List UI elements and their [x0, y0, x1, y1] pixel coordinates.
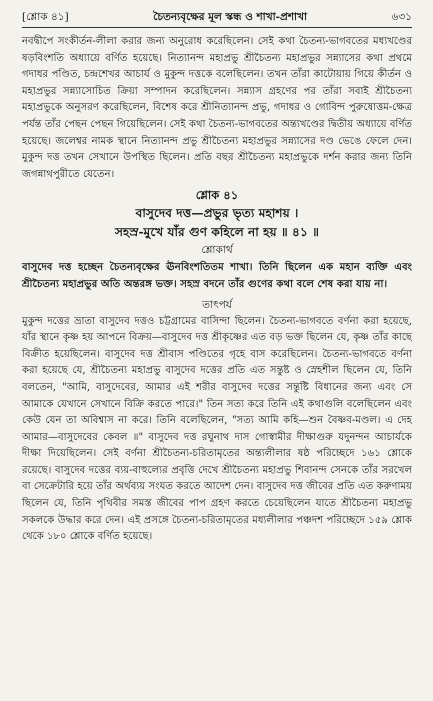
purport-heading: তাৎপর্য [202, 298, 232, 311]
verse-line-2: সহস্র-মুখে যাঁর গুণ কহিলে না হয় ॥ ৪১ ॥ [115, 225, 319, 240]
header-page-number: ৬৩১ [391, 11, 412, 23]
translation-heading: শ্লোকার্থ [201, 244, 233, 257]
running-header [22, 10, 412, 26]
header-rule [22, 27, 412, 28]
header-verse-ref: [শ্লোক ৪১] [22, 11, 69, 23]
purport-text: মুকুন্দ দত্তের ভ্রাতা বাসুদেব দত্তও চট্টগ্রামের বাসিন্দা ছিলেন। চৈতন্য-ভাগবতে বর্ণনা করা হয়েছে, যাঁর স্থানে কৃষ্ণ হয় আপনে বিক্রয়—বাসুদেব দত্ত শ্রীকৃষ্ণের এত বড় ভক্ত ছিলেন যে, কৃষ্ণ তাঁর কাছে বিক্রীত হয়েছিলেন। বাসুদেব দত্ত শ্রীবাস পণ্ডিতের গৃহে বাস করেছিলেন। চৈতন্য-ভাগবতে বর্ণনা করা হয়েছে যে, শ্রীচৈতন্য মহাপ্রভু বাসুদেব দত্তের প্রতি এত সন্তুষ্ট ও স্নেহশীল ছিলেন যে, তিনি বলতেন, "আমি, বাসুদেবের, আমার এই শরীর বাসুদেব দত্তের সন্তুষ্টি বিধানের জন্য এবং সে আমাকে যেখানে সেখানে বিক্রি করতে পারে।" তিন সত্য করে তিনি এই কথাগুলি বলেছিলেন এবং কেউ যেন তা অবিশ্বাস না করে। তিনি বলেছিলেন, "সত্য আমি কহি—শুন বৈষ্ণব-মণ্ডল। এ দেহ আমার—বাসুদেবের কেবল ॥" বাসুদেব দত্ত রঘুনাথ দাস গোস্বামীর দীক্ষাগুরু যদুনন্দন আচার্যকে দীক্ষা দিয়েছিলেন। সেই বর্ণনা শ্রীচৈতন্য-চরিতামৃতের অন্ত্যলীলার ষষ্ঠ পরিচ্ছেদে ১৬১ শ্লোকে রয়েছে। বাসুদেব দত্তের ব্যয়-বাহুল্যের প্রবৃত্তি দেখে শ্রীচৈতন্য মহাপ্রভু শিবানন্দ সেনকে তাঁর সরখেল বা সেক্রেটারি হয়ে তাঁর অর্থব্যয় সংযত করতে আদেশ দেন। বাসুদেব দত্ত জীবের প্রতি এত করুণাময় ছিলেন যে, তিনি পৃথিবীর সমস্ত জীবের পাপ গ্রহণ করতে চেয়েছিলেন যাতে শ্রীচৈতন্য মহাপ্রভু সকলকে উদ্ধার করে দেন। এই প্রসঙ্গে চৈতন্য-চরিতামৃতের মধ্যলীলার পঞ্চদশ পরিচ্ছেদে ১৫৯ শ্লোক থেকে ১৮০ শ্লোকে বর্ণিত হয়েছে। [22, 315, 412, 543]
header-chapter-title: চৈতন্যবৃক্ষের মূল স্কন্ধ ও শাখা-প্রশাখা [153, 11, 308, 23]
translation-text: বাসুদেব দত্ত হচ্ছেন চৈতন্যবৃক্ষের ঊনবিংশতিতম শাখা। তিনি ছিলেন এক মহান ব্যক্তি এবং শ্রীচৈতন্য মহাপ্রভুর অতি অন্তরঙ্গ ভক্ত। সহস্র বদনে তাঁর গুণের কথা বলে শেষ করা যায় না। [22, 261, 412, 290]
verse-number: শ্লোক ৪১ [195, 188, 239, 203]
intro-paragraph: নবদ্বীপে সংকীর্তন-লীলা করার জন্য অনুরোধ করেছিলেন। সেই কথা চৈতন্য-ভাগবতের মধ্যখণ্ডের ষড়বিংশতি অধ্যায়ে বর্ণিত হয়েছে। নিত্যানন্দ মহাপ্রভু শ্রীচৈতন্য মহাপ্রভুর সন্ন্যাসের কথা প্রথমে গদাধর পণ্ডিত, চন্দ্রশেখর আচার্য ও মুকুন্দ দত্তকে বলেছিলেন। তখন তাঁরা কাটোয়ায় গিয়ে কীর্তন ও মহাপ্রভুর সন্ন্যাসোচিত ক্রিয়া সম্পাদন করেছিলেন। সন্ন্যাস গ্রহণের পর তাঁরা সবাই শ্রীচৈতন্য মহাপ্রভুকে অনুসরণ করেছিলেন, বিশেষ করে শ্রীনিত্যানন্দ প্রভু, গদাধর ও গোবিন্দ পুরুষোত্তম-ক্ষেত্র পর্যন্ত তাঁর পেছন পেছন গিয়েছিলেন। সেই কথা চৈতন্য-ভাগবতের অন্ত্যখণ্ডের দ্বিতীয় অধ্যায়ে বর্ণিত হয়েছে। জলেশ্বর নামক স্থানে নিত্যানন্দ প্রভু শ্রীচৈতন্য মহাপ্রভুর সন্ন্যাসের দণ্ড ভেঙে ফেলে দেন। মুকুন্দ দত্ত তখন সেখানে উপস্থিত ছিলেন। প্রতি বছর শ্রীচৈতন্য মহাপ্রভুকে দর্শন করার জন্য তিনি জগন্নাথপুরীতে যেতেন। [22, 36, 412, 180]
verse-line-1: বাসুদেব দত্ত—প্রভুর ভৃত্য মহাশয় । [135, 206, 299, 221]
